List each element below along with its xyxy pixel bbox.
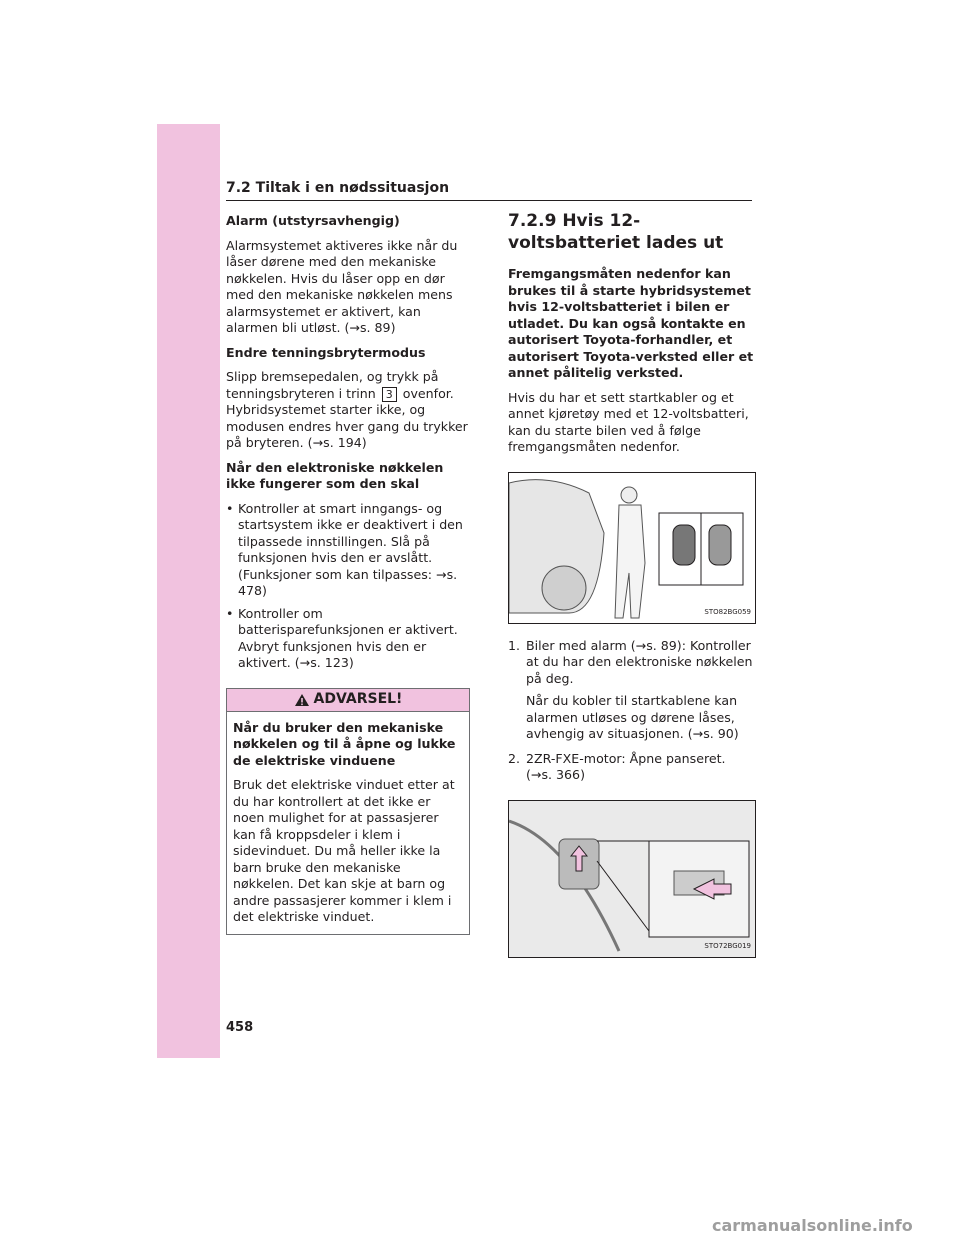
section-header: 7.2 Tiltak i en nødssituasjon: [226, 180, 752, 201]
illustration-person-key: [508, 472, 756, 624]
figure-code: STO72BG019: [704, 942, 751, 950]
section-title: 7.2.9 Hvis 12-voltsbatteriet lades ut: [508, 211, 724, 253]
illustration-hood-release: [508, 800, 756, 958]
step-subtext: Når du kobler til startkablene kan alarmen utløses og dørene låses, avhengig av situasjonen. (→s. 90): [526, 693, 739, 741]
bullet-icon: •: [226, 605, 234, 621]
list-item: [508, 638, 754, 688]
mode-text-a: Slipp bremsepedalen, og trykk på tenningsbryteren i trinn: [226, 369, 439, 401]
alarm-paragraph: Alarmsystemet aktiveres ikke når du låser dørene med den mekaniske nøkkelen. Hvis du låser opp en dør med den mekaniske nøkkelen mens alarmsystemet er aktivert, kan alarmen bli utløst. (→s. 89): [226, 237, 458, 335]
step-number: 1.: [508, 637, 521, 653]
step-box: 3: [382, 387, 397, 402]
left-column: [226, 213, 472, 935]
intro-bold: Fremgangsmåten nedenfor kan brukes til å starte hybridsystemet hvis 12-voltsbatteriet i bilen er utladet. Du kan også kontakte en autorisert Toyota-forhandler, et autorisert Toyota-verksted eller et annet pålitelig verksted.: [508, 266, 754, 380]
alarm-heading: Alarm (utstyrsavhengig): [226, 213, 400, 228]
warning-text: Bruk det elektriske vinduet etter at du har kontrollert at det ikke er noen mulighet for at passasjerer kan få kroppsdeler i klem i sidevinduet. Du må heller ikke la barn bruke den mekaniske nøkkelen. Det kan skje at barn og andre passasjerer kommer i klem i det elektriske vinduet.: [233, 777, 455, 924]
car-person-key-drawing: [509, 473, 755, 623]
list-item: [226, 501, 472, 600]
warning-title: ADVARSEL!: [313, 691, 403, 708]
bullet-text: Kontroller at smart inngangs- og startsystem ikke er deaktivert i den tilpassede innstillingen. Slå på funksjonen hvis den er avslått. (Funksjoner som kan tilpasses: →s. 478): [238, 500, 463, 598]
bullet-text: Kontroller om batterisparefunksjonen er aktivert. Avbryt funksjonen hvis den er aktivert. (→s. 123): [238, 605, 458, 670]
mode-text-b: ovenfor. Hybridsystemet starter ikke, og modusen endres hver gang du trykker på bryteren. (→s. 194): [226, 385, 468, 450]
mode-heading: Endre tenningsbrytermodus: [226, 344, 426, 360]
warning-box: [226, 688, 470, 935]
step-text: 2ZR-FXE-motor: Åpne panseret. (→s. 366): [526, 750, 726, 782]
right-column: [508, 210, 754, 972]
list-item: [508, 751, 754, 784]
step-number: 2.: [508, 750, 521, 766]
warning-heading: Når du bruker den mekaniske nøkkelen og til å åpne og lukke de elektriske vinduene: [233, 719, 456, 768]
bullet-icon: •: [226, 500, 234, 516]
page-side-tab: [157, 124, 220, 1058]
watermark-logo: carmanualsonline.info: [712, 1216, 913, 1235]
list-item: [226, 606, 472, 672]
warning-icon: [294, 693, 310, 707]
step-text: Biler med alarm (→s. 89): Kontroller at du har den elektroniske nøkkelen på deg.: [526, 637, 753, 686]
intro-paragraph: Hvis du har et sett startkabler og et annet kjøretøy med et 12-voltsbatteri, kan du starte bilen ved å følge fremgangsmåten nedenfor.: [508, 389, 749, 454]
mode-paragraph: [226, 369, 472, 452]
warning-body: [227, 712, 469, 934]
key-heading: Når den elektroniske nøkkelen ikke fungerer som den skal: [226, 459, 444, 491]
figure-code: STO82BG059: [704, 608, 751, 616]
warning-header: [227, 689, 469, 712]
page-number: 458: [226, 1020, 254, 1035]
hood-release-drawing: [509, 801, 755, 957]
